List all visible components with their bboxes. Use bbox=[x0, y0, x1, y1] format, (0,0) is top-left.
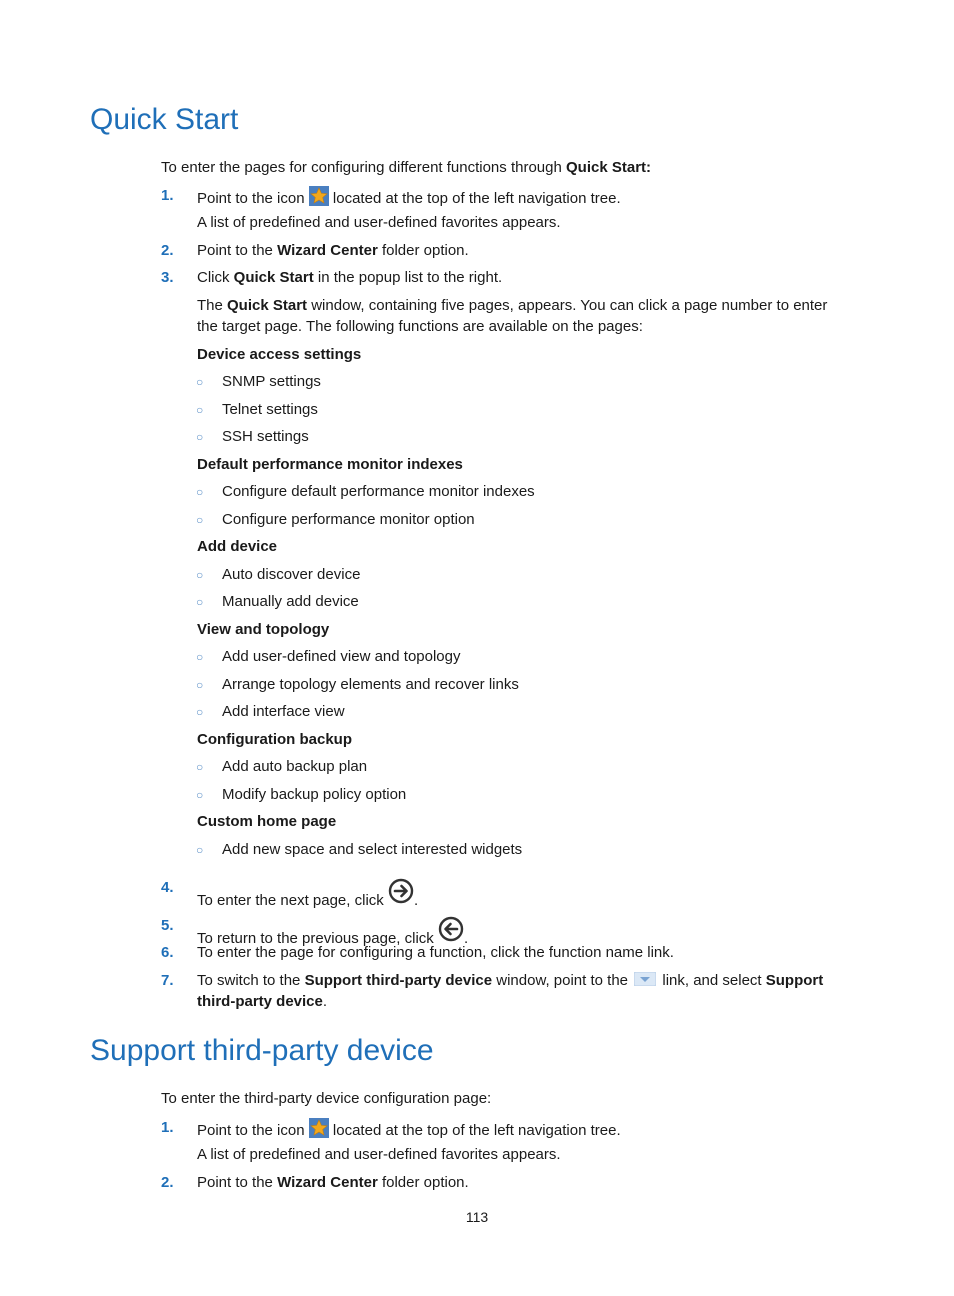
step-3-text: Click Quick Start in the popup list to the right. bbox=[197, 269, 503, 286]
group-heading: Configuration backup bbox=[197, 731, 352, 748]
group-heading: Add device bbox=[197, 538, 278, 555]
list-item: Add interface view bbox=[222, 703, 345, 720]
bullet-icon: ○ bbox=[196, 485, 204, 499]
step-1-note: A list of predefined and user-defined favorites appears. bbox=[197, 214, 561, 231]
step-3-description-line2: the target page. The following functions are available on the pages: bbox=[197, 318, 643, 335]
bullet-icon: ○ bbox=[196, 788, 204, 802]
step-7-text: To switch to the Support third-party device window, point to the link, and select Support bbox=[197, 971, 823, 992]
arrow-right-circle-icon bbox=[388, 878, 414, 910]
step-number: 1. bbox=[161, 187, 174, 204]
step-6-text: To enter the page for configuring a function, click the function name link. bbox=[197, 944, 674, 961]
tp-step-2-text: Point to the Wizard Center folder option. bbox=[197, 1174, 469, 1191]
list-item: Add user-defined view and topology bbox=[222, 648, 461, 665]
list-item: SSH settings bbox=[222, 428, 309, 445]
bullet-icon: ○ bbox=[196, 705, 204, 719]
step-number: 5. bbox=[161, 917, 174, 934]
bullet-icon: ○ bbox=[196, 403, 204, 417]
group-heading: View and topology bbox=[197, 621, 330, 638]
list-item: Manually add device bbox=[222, 593, 359, 610]
bullet-icon: ○ bbox=[196, 595, 204, 609]
bullet-icon: ○ bbox=[196, 430, 204, 444]
step-number: 4. bbox=[161, 879, 174, 896]
star-icon bbox=[309, 186, 329, 212]
quick-start-intro: To enter the pages for configuring different functions through Quick Start: bbox=[161, 159, 652, 176]
bullet-icon: ○ bbox=[196, 843, 204, 857]
group-heading: Device access settings bbox=[197, 346, 362, 363]
list-item: Telnet settings bbox=[222, 401, 318, 418]
list-item: Add new space and select interested widgets bbox=[222, 841, 523, 858]
step-number: 2. bbox=[161, 242, 174, 259]
star-icon bbox=[309, 1118, 329, 1144]
step-2-text: Point to the Wizard Center folder option. bbox=[197, 242, 469, 259]
step-number: 6. bbox=[161, 944, 174, 961]
step-1-text: Point to the icon located at the top of the left navigation tree. bbox=[197, 186, 621, 212]
step-3-description: The Quick Start window, containing five pages, appears. You can click a page number to enter bbox=[197, 297, 828, 314]
step-5-text: To return to the previous page, click . bbox=[197, 916, 468, 949]
list-item: Add auto backup plan bbox=[222, 758, 368, 775]
step-number: 2. bbox=[161, 1174, 174, 1191]
step-number: 7. bbox=[161, 972, 174, 989]
step-number: 3. bbox=[161, 269, 174, 286]
step-number: 1. bbox=[161, 1119, 174, 1136]
list-item: Modify backup policy option bbox=[222, 786, 407, 803]
bullet-icon: ○ bbox=[196, 375, 204, 389]
section-title-quick-start: Quick Start bbox=[90, 103, 239, 136]
bullet-icon: ○ bbox=[196, 513, 204, 527]
list-item: Configure performance monitor option bbox=[222, 511, 475, 528]
page-number: 113 bbox=[465, 1209, 489, 1225]
bullet-icon: ○ bbox=[196, 568, 204, 582]
bullet-icon: ○ bbox=[196, 678, 204, 692]
bullet-icon: ○ bbox=[196, 650, 204, 664]
bullet-icon: ○ bbox=[196, 760, 204, 774]
tp-step-1-note: A list of predefined and user-defined favorites appears. bbox=[197, 1146, 561, 1163]
third-party-intro: To enter the third-party device configuration page: bbox=[161, 1090, 492, 1107]
section-title-support-third-party-device: Support third-party device bbox=[90, 1034, 434, 1067]
dropdown-arrow-icon bbox=[634, 972, 656, 992]
list-item: Auto discover device bbox=[222, 566, 361, 583]
step-7-text-line2: third-party device. bbox=[197, 993, 328, 1010]
list-item: Arrange topology elements and recover links bbox=[222, 676, 519, 693]
group-heading: Default performance monitor indexes bbox=[197, 456, 463, 473]
list-item: Configure default performance monitor indexes bbox=[222, 483, 535, 500]
group-heading: Custom home page bbox=[197, 813, 337, 830]
step-4-text: To enter the next page, click . bbox=[197, 878, 418, 911]
list-item: SNMP settings bbox=[222, 373, 321, 390]
tp-step-1-text: Point to the icon located at the top of the left navigation tree. bbox=[197, 1118, 621, 1144]
